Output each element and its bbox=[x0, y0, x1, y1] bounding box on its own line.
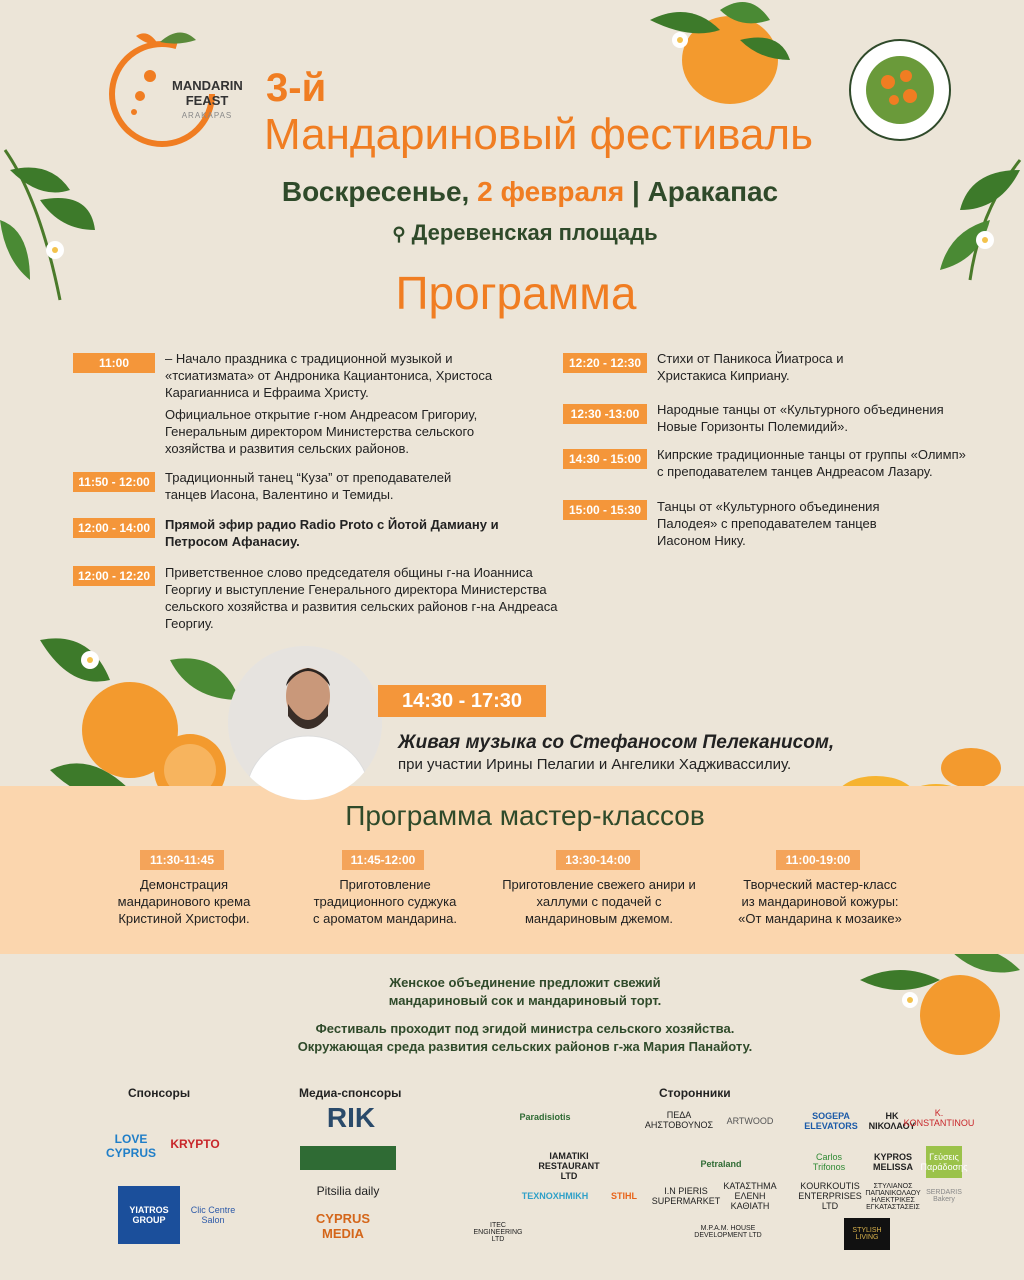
schedule-text: Народные танцы от «Культурного объединения Новые Горизонты Полемидий». bbox=[657, 402, 944, 434]
media-logo: CYPRUS MEDIA bbox=[315, 1211, 371, 1241]
supporter-logo: STYLISH LIVING bbox=[844, 1218, 890, 1250]
mc-time-badge: 11:00-19:00 bbox=[776, 850, 860, 870]
time-badge: 12:30 -13:00 bbox=[563, 404, 647, 424]
program-title: Программа bbox=[395, 267, 637, 319]
live-title: Живая музыка со Стефаносом Пелеканисом, bbox=[398, 732, 835, 753]
media-sponsors-heading: Медиа-спонсоры bbox=[299, 1086, 402, 1100]
schedule-text: Танцы от «Культурного объединения Палодея» с преподавателем танцев Иасоном Нику. bbox=[657, 499, 880, 548]
schedule-text: Кипрские традиционные танцы от группы «Олимп» с преподавателем танцев Андреасом Лазару. bbox=[657, 447, 966, 479]
logo-text: MANDARIN FEAST ARAKAPAS bbox=[172, 78, 243, 120]
supporter-logo: ΠΕΔΑ ΑΗΣΤΟΒΟΥΝΟΣ bbox=[644, 1110, 714, 1130]
mc-time-badge: 13:30-14:00 bbox=[556, 850, 640, 870]
schedule-text: – Начало праздника с традиционной музыкой и «тсиатизмата» от Андроника Кациантониса, Христоса Карагианниса и Ефраима Христу. bbox=[165, 351, 493, 400]
supporter-logo: M.P.A.M. HOUSE DEVELOPMENT LTD bbox=[694, 1225, 762, 1239]
schedule-text: Прямой эфир радио Radio Proto с Йотой Дамиану и Петросом Афанасиу. bbox=[165, 517, 499, 549]
orange-decor-top-right bbox=[620, 0, 800, 110]
performer-silhouette-icon bbox=[228, 646, 382, 800]
supporter-logo: HK ΝΙΚΟΛΑΟΥ bbox=[868, 1111, 916, 1131]
sponsors-heading: Спонсоры bbox=[128, 1086, 191, 1100]
time-badge: 11:00 bbox=[73, 353, 155, 373]
supporters-heading: Сторонники bbox=[659, 1086, 731, 1100]
supporter-logo: IAMATIKI RESTAURANT LTD bbox=[538, 1151, 600, 1181]
live-time-badge: 14:30 - 17:30 bbox=[378, 685, 546, 717]
mc-time-badge: 11:45-12:00 bbox=[342, 850, 424, 870]
supporter-logo: STIHL bbox=[611, 1191, 637, 1201]
supporters-grid bbox=[464, 1102, 975, 1252]
supporter-logo: K. KONSTANTINOU bbox=[903, 1108, 975, 1128]
schedule-text: Традиционный танец “Куза” от преподавателей танцев Иасона, Валентино и Темиды. bbox=[165, 470, 452, 502]
women-association-note: Женское объединение предложит свежий мандариновый сок и мандариновый торт. bbox=[388, 975, 662, 1008]
edition-number: 3-й bbox=[266, 66, 327, 110]
mc-time-badge: 11:30-11:45 bbox=[140, 850, 224, 870]
festival-title: Мандариновый фестиваль bbox=[264, 110, 814, 159]
performer-photo bbox=[228, 646, 382, 800]
supporter-logo: ΚΑΤΑΣΤΗΜΑ ΕΛΕΝΗ ΚΑΘΙΑΤΗ bbox=[723, 1181, 777, 1211]
sponsor-logo: YIATROS GROUP bbox=[118, 1186, 180, 1244]
schedule-text: Официальное открытие г-ном Андреасом Григориу, Генеральным директором Министерства сельского хозяйства и развития сельских районов. bbox=[165, 407, 478, 456]
time-badge: 12:20 - 12:30 bbox=[563, 353, 647, 373]
supporter-logo: KOURKOUTIS ENTERPRISES LTD bbox=[798, 1181, 862, 1211]
supporter-logo: Carlos Trifonos bbox=[812, 1152, 846, 1172]
schedule-text: Стихи от Паникоса Йиатроса и Христакиса Киприану. bbox=[657, 351, 844, 383]
time-badge: 14:30 - 15:00 bbox=[563, 449, 647, 469]
time-badge: 15:00 - 15:30 bbox=[563, 500, 647, 520]
mc-description: Приготовление традиционного суджука с ароматом мандарина. bbox=[313, 877, 457, 926]
sponsor-logo: Clic Centre Salon bbox=[190, 1205, 236, 1225]
date-line: Воскресенье, 2 февраля | Аракапас bbox=[281, 176, 779, 207]
patronage-note: Фестиваль проходит под эгидой министра сельского хозяйства. Окружающая среда развития сельских районов г-жа Мария Панайоту. bbox=[297, 1021, 753, 1054]
time-badge: 12:00 - 14:00 bbox=[73, 518, 155, 538]
time-badge: 11:50 - 12:00 bbox=[73, 472, 155, 492]
supporter-logo: Paradisiotis bbox=[519, 1112, 571, 1122]
media-logo: RIK bbox=[326, 1102, 376, 1133]
supporter-logo: KYPROS MELISSA bbox=[872, 1152, 913, 1172]
media-logo: Pitsilia daily bbox=[300, 1146, 396, 1198]
supporter-logo: Petraland bbox=[700, 1159, 742, 1169]
supporter-logo: ITEC ENGINEERING LTD bbox=[473, 1221, 523, 1243]
mc-description: Творческий мастер-класс из мандариновой кожуры: «От мандарина к мозаике» bbox=[738, 877, 902, 926]
supporter-logo: Γεύσεις Παράδοσης bbox=[926, 1146, 962, 1178]
mc-description: Приготовление свежего анири и халлуми с подачей с мандариновым джемом. bbox=[502, 877, 696, 926]
supporter-logo: ΤΕΧΝΟΧΗΜΙΚΗ bbox=[521, 1191, 589, 1201]
location-pin-icon: ⚲ bbox=[392, 224, 406, 244]
venue: ⚲ Деревенская площадь bbox=[392, 220, 658, 245]
supporter-logo: ΣΤΥΛΙΑΝΟΣ ΠΑΠΑΝΙΚΟΛΑΟΥ ΗΛΕΚΤΡΙΚΕΣ ΕΓΚΑΤΑΣΤΑΣΕΙΣ bbox=[865, 1183, 921, 1211]
supporter-logo: I.N PIERIS SUPERMARKET bbox=[651, 1186, 721, 1206]
schedule-text: Приветственное слово председателя общины г-на Иоанниса Георгиу и выступление Генерального директора Министерства сельского хозяйства и развития сельских районов г-на Андреаса Георгиу. bbox=[165, 565, 558, 631]
sponsor-logo: LOVE CYPRUS bbox=[106, 1132, 157, 1160]
community-council-seal-icon bbox=[848, 38, 952, 142]
live-subtitle: при участии Ирины Пелагии и Ангелики Хадживассилиу. bbox=[398, 756, 792, 773]
supporter-logo: SERDARIS Bakery bbox=[926, 1189, 962, 1203]
masterclass-title: Программа мастер-классов bbox=[345, 800, 705, 831]
supporter-logo: SOGEPA ELEVATORS bbox=[804, 1111, 858, 1131]
time-badge: 12:00 - 12:20 bbox=[73, 566, 155, 586]
mc-description: Демонстрация мандаринового крема Кристиной Христофи. bbox=[117, 877, 251, 926]
sponsor-logo: KRYPTO bbox=[170, 1137, 220, 1151]
supporter-logo: ARTWOOD bbox=[726, 1116, 774, 1126]
